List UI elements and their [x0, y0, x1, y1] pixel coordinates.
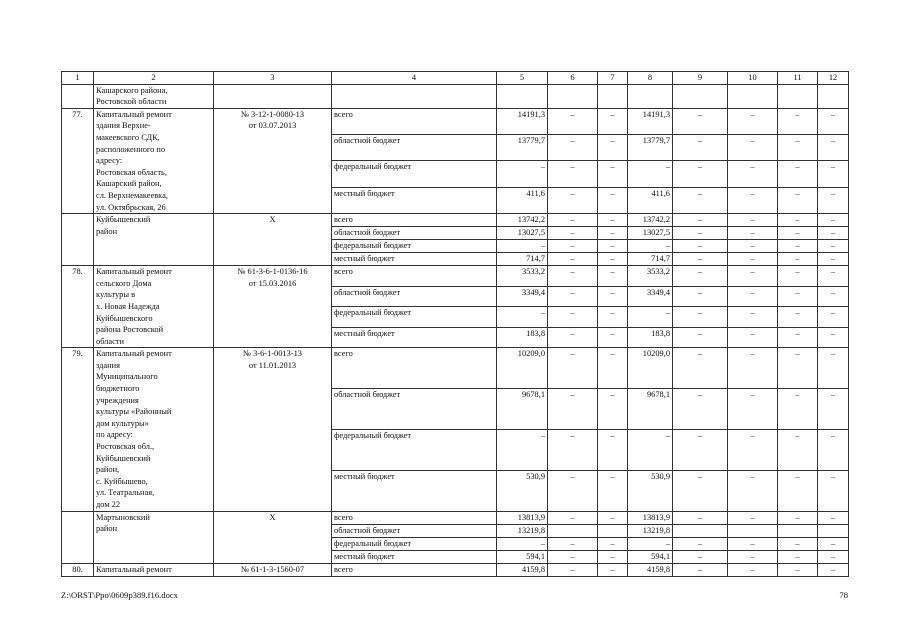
- value-cell: 183,8: [628, 327, 673, 348]
- value-cell: –: [778, 470, 818, 511]
- value-cell: –: [673, 214, 728, 227]
- value-cell: –: [598, 135, 628, 161]
- value-cell: –: [548, 307, 598, 328]
- column-header: 2: [94, 72, 214, 85]
- table-row: [62, 563, 849, 576]
- value-cell: –: [598, 253, 628, 266]
- budget-label-cell: областной бюджет: [332, 227, 497, 240]
- value-cell: 411,6: [628, 187, 673, 213]
- value-cell: –: [497, 537, 548, 550]
- empty-cell: [673, 84, 728, 108]
- value-cell: –: [598, 161, 628, 187]
- value-cell: 530,9: [497, 470, 548, 511]
- value-cell: 530,9: [628, 470, 673, 511]
- value-cell: –: [778, 253, 818, 266]
- value-cell: –: [598, 214, 628, 227]
- value-cell: 594,1: [497, 550, 548, 563]
- value-cell: [673, 524, 728, 537]
- value-cell: –: [548, 135, 598, 161]
- row-number-cell: 77.: [62, 108, 94, 213]
- column-header: 3: [214, 72, 332, 85]
- budget-label-cell: федеральный бюджет: [332, 537, 497, 550]
- budget-label-cell: федеральный бюджет: [332, 240, 497, 253]
- value-cell: –: [548, 537, 598, 550]
- object-name-cell: Капитальный ремонт сельского Дома культуры в х. Новая Надежда Куйбышевского района Ростовской области: [94, 266, 214, 348]
- value-cell: 3533,2: [497, 266, 548, 287]
- value-cell: –: [728, 253, 778, 266]
- value-cell: –: [818, 266, 849, 287]
- document-cell: Х: [214, 511, 332, 563]
- row-number-cell: 78.: [62, 266, 94, 348]
- value-cell: –: [628, 161, 673, 187]
- value-cell: –: [818, 286, 849, 307]
- object-name-cell: Капитальный ремонт: [94, 563, 214, 576]
- value-cell: –: [728, 266, 778, 287]
- column-header: 10: [728, 72, 778, 85]
- budget-label-cell: местный бюджет: [332, 470, 497, 511]
- value-cell: 9678,1: [497, 389, 548, 430]
- value-cell: –: [818, 307, 849, 328]
- value-cell: –: [598, 511, 628, 524]
- empty-cell: [598, 84, 628, 108]
- value-cell: –: [598, 227, 628, 240]
- value-cell: –: [728, 135, 778, 161]
- value-cell: –: [673, 135, 728, 161]
- value-cell: –: [778, 348, 818, 389]
- column-header: 8: [628, 72, 673, 85]
- column-header: 9: [673, 72, 728, 85]
- value-cell: –: [548, 563, 598, 576]
- value-cell: 13813,9: [628, 511, 673, 524]
- value-cell: [818, 524, 849, 537]
- value-cell: –: [818, 470, 849, 511]
- value-cell: –: [728, 108, 778, 134]
- value-cell: –: [728, 286, 778, 307]
- value-cell: –: [778, 429, 818, 470]
- value-cell: –: [548, 253, 598, 266]
- value-cell: –: [778, 511, 818, 524]
- value-cell: –: [778, 240, 818, 253]
- budget-label-cell: федеральный бюджет: [332, 307, 497, 328]
- table-row: [62, 108, 849, 134]
- object-name-cell: Мартыновский район: [94, 511, 214, 563]
- value-cell: –: [818, 161, 849, 187]
- value-cell: [728, 524, 778, 537]
- value-cell: 13027,5: [497, 227, 548, 240]
- budget-label-cell: всего: [332, 511, 497, 524]
- page-number: 78: [839, 590, 848, 600]
- value-cell: –: [818, 187, 849, 213]
- value-cell: –: [728, 327, 778, 348]
- value-cell: –: [673, 389, 728, 430]
- column-header: 4: [332, 72, 497, 85]
- value-cell: –: [673, 537, 728, 550]
- value-cell: –: [673, 348, 728, 389]
- value-cell: –: [728, 227, 778, 240]
- value-cell: –: [728, 348, 778, 389]
- value-cell: [778, 524, 818, 537]
- value-cell: –: [628, 307, 673, 328]
- value-cell: 3533,2: [628, 266, 673, 287]
- value-cell: –: [598, 348, 628, 389]
- value-cell: –: [548, 470, 598, 511]
- object-name-cell: Капитальный ремонт здания Муниципального бюджетного учреждения культуры «Районный дом культуры» по адресу: Ростовская обл., Куйбышевский район, с. Куйбышево, ул. Театральная, дом 22: [94, 348, 214, 511]
- table-row: [62, 214, 849, 227]
- value-cell: –: [778, 389, 818, 430]
- value-cell: –: [673, 511, 728, 524]
- value-cell: –: [673, 227, 728, 240]
- column-header: 11: [778, 72, 818, 85]
- table-row: [62, 348, 849, 389]
- value-cell: –: [598, 187, 628, 213]
- value-cell: [548, 524, 598, 537]
- value-cell: –: [778, 563, 818, 576]
- empty-cell: [214, 84, 332, 108]
- value-cell: 10209,0: [628, 348, 673, 389]
- value-cell: 13813,9: [497, 511, 548, 524]
- value-cell: –: [548, 327, 598, 348]
- budget-label-cell: местный бюджет: [332, 187, 497, 213]
- budget-table: [61, 71, 849, 577]
- row-number-cell: [62, 214, 94, 266]
- value-cell: –: [728, 537, 778, 550]
- value-cell: –: [818, 135, 849, 161]
- value-cell: 10209,0: [497, 348, 548, 389]
- column-header: 12: [818, 72, 849, 85]
- row-number-cell: [62, 84, 94, 108]
- value-cell: –: [778, 307, 818, 328]
- value-cell: –: [728, 307, 778, 328]
- value-cell: –: [497, 307, 548, 328]
- value-cell: 594,1: [628, 550, 673, 563]
- budget-label-cell: областной бюджет: [332, 524, 497, 537]
- continuation-row: [62, 84, 849, 108]
- budget-label-cell: местный бюджет: [332, 550, 497, 563]
- empty-cell: [818, 84, 849, 108]
- table-body: [62, 72, 849, 577]
- value-cell: –: [628, 240, 673, 253]
- document-cell: Х: [214, 214, 332, 266]
- footer-file-path: Z:\ORST\Ppo\0609p389.f16.docx: [61, 590, 178, 600]
- value-cell: –: [548, 240, 598, 253]
- budget-label-cell: всего: [332, 108, 497, 134]
- document-cell: № 3-12-1-0080-13 от 03.07.2013: [214, 108, 332, 213]
- value-cell: –: [778, 227, 818, 240]
- value-cell: –: [778, 187, 818, 213]
- value-cell: –: [778, 550, 818, 563]
- value-cell: –: [598, 286, 628, 307]
- value-cell: –: [598, 537, 628, 550]
- budget-label-cell: федеральный бюджет: [332, 429, 497, 470]
- value-cell: –: [673, 161, 728, 187]
- column-header: 1: [62, 72, 94, 85]
- header-row: [62, 72, 849, 85]
- value-cell: –: [818, 563, 849, 576]
- value-cell: –: [548, 187, 598, 213]
- value-cell: –: [818, 253, 849, 266]
- value-cell: 183,8: [497, 327, 548, 348]
- value-cell: –: [728, 214, 778, 227]
- value-cell: –: [673, 108, 728, 134]
- value-cell: –: [673, 307, 728, 328]
- value-cell: –: [598, 563, 628, 576]
- value-cell: –: [598, 327, 628, 348]
- value-cell: –: [598, 389, 628, 430]
- column-header: 6: [548, 72, 598, 85]
- value-cell: –: [818, 389, 849, 430]
- value-cell: 13742,2: [628, 214, 673, 227]
- budget-label-cell: федеральный бюджет: [332, 161, 497, 187]
- value-cell: –: [628, 537, 673, 550]
- table-row: [62, 266, 849, 287]
- value-cell: –: [673, 266, 728, 287]
- value-cell: 13219,8: [497, 524, 548, 537]
- value-cell: 14191,3: [497, 108, 548, 134]
- document-cell: № 3-6-1-0013-13 от 11.01.2013: [214, 348, 332, 511]
- value-cell: –: [673, 240, 728, 253]
- value-cell: 9678,1: [628, 389, 673, 430]
- value-cell: –: [673, 550, 728, 563]
- document-cell: № 61-3-6-1-0136-16 от 15.03.2016: [214, 266, 332, 348]
- value-cell: –: [673, 187, 728, 213]
- budget-label-cell: областной бюджет: [332, 286, 497, 307]
- table-row: [62, 511, 849, 524]
- value-cell: –: [497, 240, 548, 253]
- value-cell: –: [497, 161, 548, 187]
- value-cell: 3349,4: [628, 286, 673, 307]
- value-cell: 13219,8: [628, 524, 673, 537]
- empty-cell: [332, 84, 497, 108]
- value-cell: –: [818, 348, 849, 389]
- value-cell: 13779,7: [497, 135, 548, 161]
- value-cell: –: [673, 327, 728, 348]
- value-cell: –: [548, 550, 598, 563]
- value-cell: –: [598, 470, 628, 511]
- budget-label-cell: местный бюджет: [332, 253, 497, 266]
- value-cell: –: [728, 511, 778, 524]
- value-cell: –: [728, 470, 778, 511]
- value-cell: 13779,7: [628, 135, 673, 161]
- value-cell: –: [598, 266, 628, 287]
- value-cell: 3349,4: [497, 286, 548, 307]
- value-cell: –: [598, 240, 628, 253]
- value-cell: 13027,5: [628, 227, 673, 240]
- value-cell: 714,7: [497, 253, 548, 266]
- value-cell: –: [778, 286, 818, 307]
- empty-cell: [497, 84, 548, 108]
- value-cell: –: [728, 429, 778, 470]
- value-cell: –: [628, 429, 673, 470]
- value-cell: –: [778, 537, 818, 550]
- value-cell: –: [548, 108, 598, 134]
- row-number-cell: [62, 511, 94, 563]
- object-name-cell: Куйбышевский район: [94, 214, 214, 266]
- value-cell: –: [548, 348, 598, 389]
- value-cell: –: [818, 429, 849, 470]
- budget-label-cell: всего: [332, 563, 497, 576]
- value-cell: 14191,3: [628, 108, 673, 134]
- value-cell: –: [818, 327, 849, 348]
- value-cell: –: [673, 253, 728, 266]
- value-cell: –: [548, 429, 598, 470]
- value-cell: –: [778, 135, 818, 161]
- document-cell: № 61-1-3-1560-07: [214, 563, 332, 576]
- value-cell: –: [673, 470, 728, 511]
- value-cell: –: [497, 429, 548, 470]
- value-cell: 13742,2: [497, 214, 548, 227]
- object-name-cell: Кашарского района, Ростовской области: [94, 84, 214, 108]
- budget-label-cell: местный бюджет: [332, 327, 497, 348]
- value-cell: –: [778, 108, 818, 134]
- value-cell: –: [673, 429, 728, 470]
- value-cell: 411,6: [497, 187, 548, 213]
- value-cell: –: [673, 563, 728, 576]
- value-cell: 4159,8: [497, 563, 548, 576]
- budget-label-cell: всего: [332, 214, 497, 227]
- object-name-cell: Капитальный ремонт здания Верхне- макеевского СДК, расположенного по адресу: Ростовская область, Кашарский район, сл. Верхнемакеевка, ул. Октябрьская, 26: [94, 108, 214, 213]
- row-number-cell: 79.: [62, 348, 94, 511]
- value-cell: –: [728, 187, 778, 213]
- budget-label-cell: областной бюджет: [332, 135, 497, 161]
- empty-cell: [728, 84, 778, 108]
- value-cell: –: [818, 240, 849, 253]
- value-cell: –: [778, 161, 818, 187]
- value-cell: –: [548, 511, 598, 524]
- value-cell: –: [598, 429, 628, 470]
- value-cell: –: [598, 108, 628, 134]
- budget-label-cell: всего: [332, 266, 497, 287]
- value-cell: –: [818, 537, 849, 550]
- value-cell: –: [778, 214, 818, 227]
- value-cell: –: [728, 161, 778, 187]
- value-cell: –: [548, 161, 598, 187]
- value-cell: –: [548, 227, 598, 240]
- value-cell: –: [818, 550, 849, 563]
- value-cell: –: [598, 550, 628, 563]
- value-cell: –: [673, 286, 728, 307]
- value-cell: –: [598, 307, 628, 328]
- value-cell: [598, 524, 628, 537]
- value-cell: –: [778, 266, 818, 287]
- budget-label-cell: областной бюджет: [332, 389, 497, 430]
- budget-label-cell: всего: [332, 348, 497, 389]
- value-cell: 714,7: [628, 253, 673, 266]
- value-cell: 4159,8: [628, 563, 673, 576]
- value-cell: –: [728, 563, 778, 576]
- value-cell: –: [728, 240, 778, 253]
- empty-cell: [778, 84, 818, 108]
- value-cell: –: [548, 214, 598, 227]
- value-cell: –: [778, 327, 818, 348]
- column-header: 7: [598, 72, 628, 85]
- value-cell: –: [548, 389, 598, 430]
- empty-cell: [548, 84, 598, 108]
- value-cell: –: [818, 214, 849, 227]
- value-cell: –: [728, 550, 778, 563]
- column-header: 5: [497, 72, 548, 85]
- row-number-cell: 80.: [62, 563, 94, 576]
- value-cell: –: [818, 511, 849, 524]
- value-cell: –: [728, 389, 778, 430]
- value-cell: –: [548, 286, 598, 307]
- value-cell: –: [818, 227, 849, 240]
- value-cell: –: [548, 266, 598, 287]
- value-cell: –: [818, 108, 849, 134]
- empty-cell: [628, 84, 673, 108]
